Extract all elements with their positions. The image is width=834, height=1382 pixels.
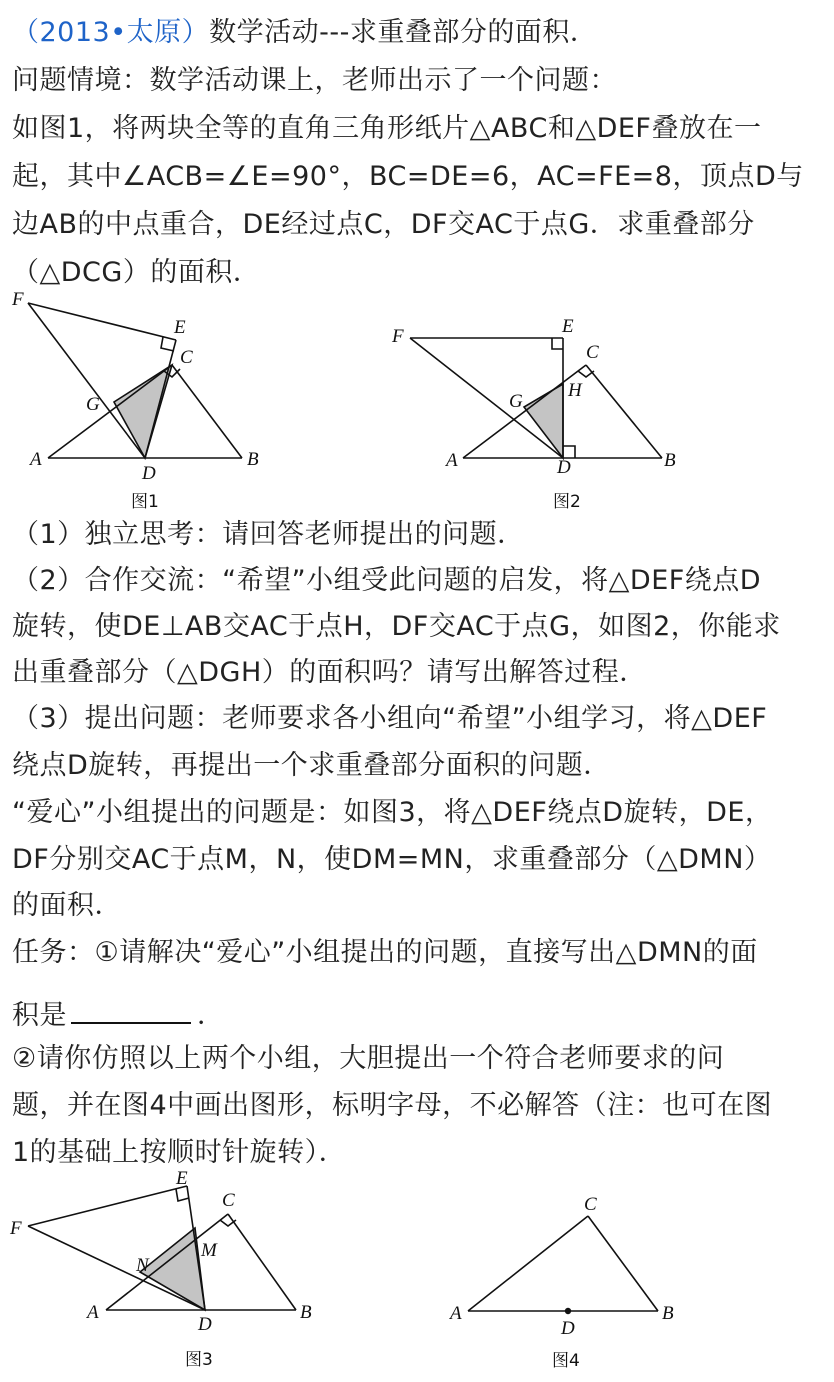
caption-fig4: 图4 (552, 1351, 580, 1371)
label-e: E (562, 316, 574, 337)
caption-fig2: 图2 (553, 492, 581, 512)
label-b: B (664, 450, 676, 471)
label-d: D (142, 463, 156, 484)
question-line: （2）合作交流：“希望”小组受此问题的启发，将△DEF绕点D (12, 565, 762, 596)
label-a: A (30, 449, 42, 470)
segment-cb (588, 1216, 658, 1311)
problem-line: 边AB的中点重合，DE经过点C，DF交AC于点G．求重叠部分 (12, 209, 755, 240)
question-line: 旋转，使DE⊥AB交AC于点H，DF交AC于点G，如图2，你能求 (12, 611, 781, 642)
label-b: B (300, 1302, 312, 1323)
label-f: F (12, 289, 24, 310)
overlap-dgh (524, 384, 563, 458)
question-line: 任务：①请解决“爱心”小组提出的问题，直接写出△DMN的面 (12, 937, 758, 968)
label-c: C (222, 1190, 235, 1211)
answer-blank[interactable] (71, 998, 191, 1024)
problem-line: 问题情境：数学活动课上，老师出示了一个问题： (12, 65, 617, 96)
question-line: 出重叠部分（△DGH）的面积吗？请写出解答过程． (12, 657, 647, 688)
problem-line: （△DCG）的面积． (12, 257, 261, 288)
label-e: E (174, 317, 186, 338)
segment-cb (586, 365, 662, 458)
label-f: F (392, 326, 404, 347)
label-d: D (557, 457, 571, 478)
label-m: M (201, 1240, 217, 1261)
point-d (565, 1308, 571, 1314)
right-angle-e (552, 338, 563, 349)
label-n: N (136, 1255, 149, 1276)
label-d: D (561, 1318, 575, 1339)
caption-fig1: 图1 (131, 492, 159, 512)
answer-prefix: 积是 (12, 1000, 67, 1031)
question-line: 的面积． (12, 890, 122, 921)
overlap-dcg (114, 365, 172, 458)
label-a: A (446, 450, 458, 471)
question-line: 绕点D旋转，再提出一个求重叠部分面积的问题． (12, 750, 611, 781)
task2-line: ②请你仿照以上两个小组，大胆提出一个符合老师要求的问 (12, 1043, 725, 1074)
figure-1 (0, 285, 290, 520)
task2-line: 题，并在图4中画出图形，标明字母，不必解答（注：也可在图 (12, 1090, 773, 1121)
segment-ac (463, 365, 586, 458)
label-a: A (450, 1303, 462, 1324)
problem-line: 起，其中∠ACB=∠E=90°，BC=DE=6，AC=FE=8，顶点D与 (12, 161, 804, 192)
label-c: C (586, 342, 599, 363)
problem-title: 数学活动---求重叠部分的面积． (209, 17, 598, 48)
label-g: G (86, 394, 100, 415)
figure-3 (0, 1170, 330, 1380)
label-c: C (584, 1194, 597, 1215)
label-e: E (176, 1168, 188, 1189)
segment-ac (468, 1216, 588, 1311)
label-f: F (10, 1218, 22, 1239)
answer-line (12, 998, 225, 1033)
question-line: （1）独立思考：请回答老师提出的问题． (12, 519, 525, 550)
answer-suffix: ． (197, 1000, 225, 1031)
label-d: D (198, 1314, 212, 1335)
segment-fe (28, 303, 176, 340)
figure-4 (440, 1190, 700, 1380)
segment-cb (228, 1214, 296, 1310)
problem-line: 如图1，将两块全等的直角三角形纸片△ABC和△DEF叠放在一 (12, 113, 762, 144)
label-h: H (568, 380, 582, 401)
figure-2 (380, 310, 690, 520)
label-a: A (87, 1302, 99, 1323)
task2-line: 1的基础上按顺时针旋转）． (12, 1137, 347, 1168)
segment-ac (106, 1214, 228, 1310)
segment-df (28, 303, 145, 458)
right-angle-c (578, 371, 594, 377)
question-line: DF分别交AC于点M，N，使DM=MN，求重叠部分（△DMN） (12, 844, 772, 875)
question-line: （3）提出问题：老师要求各小组向“希望”小组学习，将△DEF (12, 703, 768, 734)
label-b: B (247, 449, 259, 470)
label-b: B (662, 1303, 674, 1324)
problem-header (12, 16, 597, 50)
problem-source: （2013•太原） (12, 17, 210, 48)
label-c: C (180, 347, 193, 368)
segment-fe (28, 1186, 187, 1226)
caption-fig3: 图3 (185, 1350, 213, 1370)
question-line: “爱心”小组提出的问题是：如图3，将△DEF绕点D旋转，DE， (12, 797, 773, 828)
segment-cb (172, 365, 242, 458)
label-g: G (509, 391, 523, 412)
